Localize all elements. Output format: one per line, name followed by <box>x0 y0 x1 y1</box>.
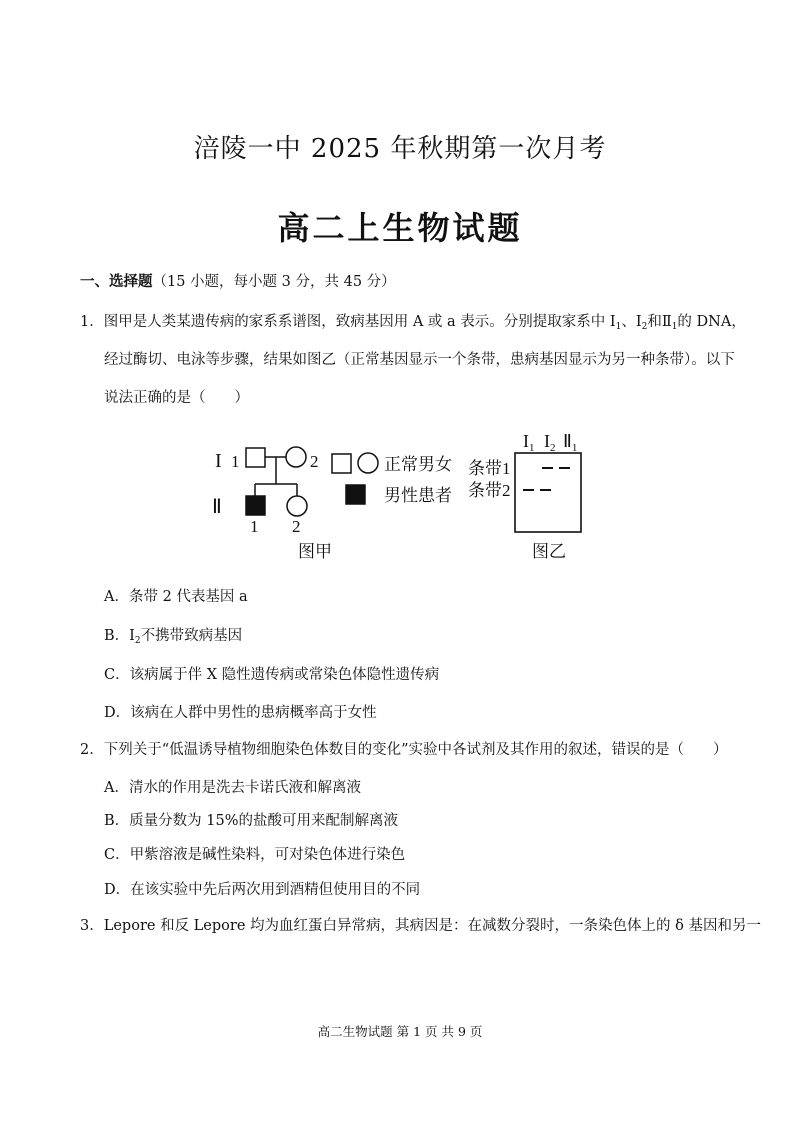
lane-label-i2: $I_2$ <box>544 431 556 454</box>
q1-stem-line2: 经过酶切、电泳等步骤，结果如图乙（正常基因显示一个条带，患病基因显示为另一种条带）。以下 <box>104 352 735 368</box>
pedigree-female-ii2 <box>287 496 307 516</box>
q2-option-c[interactable]: C．甲紫溶液是碱性染料，可对染色体进行染色 <box>104 847 406 863</box>
q1-option-a[interactable]: A．条带 2 代表基因 a <box>104 589 248 605</box>
band-2-label: 条带2 <box>468 481 511 500</box>
q2-option-b[interactable]: B．质量分数为 15%的盐酸可用来配制解离液 <box>104 813 398 829</box>
page-footer: 高二生物试题 第 1 页 共 9 页 <box>317 1024 483 1039</box>
band-1-label: 条带1 <box>468 459 511 478</box>
ind-i2-number: 2 <box>310 452 319 471</box>
q2-option-a[interactable]: A．清水的作用是洗去卡诺氏液和解离液 <box>104 780 361 796</box>
legend-patient-male <box>346 485 365 504</box>
q1-option-c[interactable]: C．该病属于伴 X 隐性遗传病或常染色体隐性遗传病 <box>104 667 440 683</box>
legend-patient-label: 男性患者 <box>384 486 452 505</box>
ind-ii1-number: 1 <box>250 517 259 536</box>
legend-normal-label: 正常男女 <box>384 455 452 474</box>
pedigree-affected-male-ii1 <box>246 496 265 515</box>
q1-figure <box>200 420 600 570</box>
caption-figure-b: 图乙 <box>532 542 566 561</box>
ind-ii2-number: 2 <box>292 517 301 536</box>
subject-title: 高二上生物试题 <box>277 209 523 247</box>
q1-stem-line1: 1．图甲是人类某遗传病的家系系谱图，致病基因用 A 或 a 表示。分别提取家系中 $I_1$、$I_2$和$Ⅱ_1$的 DNA， <box>80 314 746 332</box>
pedigree-female-i2 <box>286 447 306 467</box>
section-heading <box>80 270 396 291</box>
caption-figure-a: 图甲 <box>298 542 332 561</box>
ind-i1-number: 1 <box>231 452 240 471</box>
q2-option-d[interactable]: D．在该实验中先后两次用到酒精但使用目的不同 <box>104 882 421 898</box>
gel-box <box>515 453 581 532</box>
legend-normal-male <box>332 454 351 473</box>
q1-option-b[interactable]: B．$I_2$不携带致病基因 <box>104 628 243 646</box>
q2-stem: 2．下列关于“低温诱导植物细胞染色体数目的变化”实验中各试剂及其作用的叙述，错误的是（ ） <box>80 742 728 758</box>
gen2-label: Ⅱ <box>212 496 222 518</box>
gen1-label: I <box>215 450 222 472</box>
section-note: （15 小题，每小题 3 分，共 45 分） <box>152 274 396 290</box>
legend-normal-female <box>358 453 378 473</box>
q3-stem: 3．Lepore 和反 Lepore 均为血红蛋白异常病，其病因是：在减数分裂时，一条染色体上的 δ 基因和另一 <box>80 918 761 934</box>
exam-title: 涪陵一中 2025 年秋期第一次月考 <box>193 134 607 164</box>
pedigree-male-i1 <box>246 448 265 467</box>
lane-label-ii1: $Ⅱ_1$ <box>563 431 578 454</box>
lane-label-i1: $I_1$ <box>523 431 535 454</box>
q1-stem-line3: 说法正确的是（ ） <box>104 390 249 406</box>
q1-option-d[interactable]: D．该病在人群中男性的患病概率高于女性 <box>104 705 377 721</box>
section-label: 一、选择题 <box>80 273 153 290</box>
